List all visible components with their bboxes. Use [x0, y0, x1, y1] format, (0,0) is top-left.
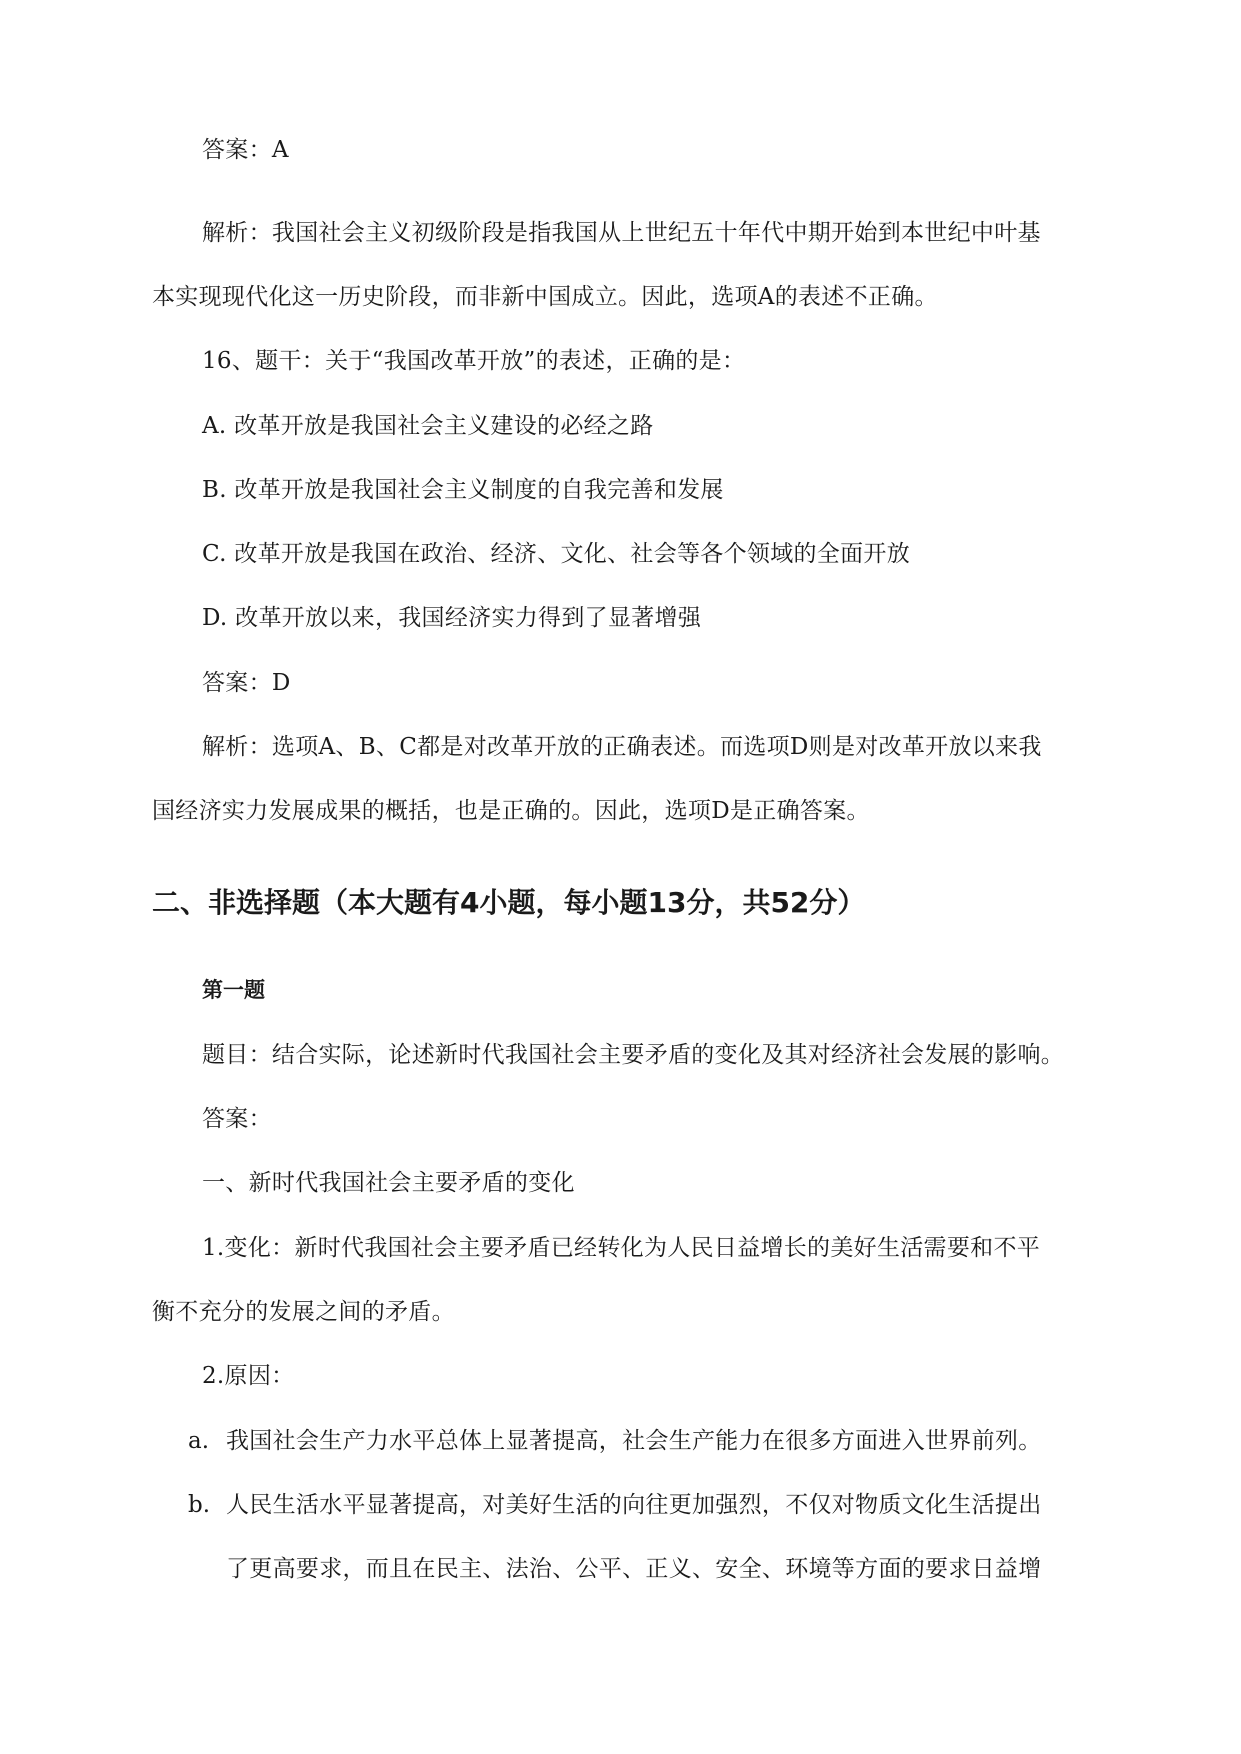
- question-16-option-a: A. 改革开放是我国社会主义建设的必经之路: [202, 413, 654, 439]
- point-2: 2.原因：: [202, 1363, 295, 1389]
- question-16-option-b: B. 改革开放是我国社会主义制度的自我完善和发展: [202, 477, 724, 503]
- previous-analysis-line-1: 解析：我国社会主义初级阶段是指我国从上世纪五十年代中期开始到本世纪中叶基: [202, 220, 1041, 246]
- answer-label: 答案：: [202, 1106, 272, 1132]
- question-16-analysis-line-1: 解析：选项A、B、C都是对改革开放的正确表述。而选项D则是对改革开放以来我: [202, 734, 1042, 760]
- answer-sub-heading: 一、新时代我国社会主要矛盾的变化: [202, 1170, 575, 1196]
- previous-answer: 答案：A: [202, 137, 289, 163]
- point-1-line-2: 衡不充分的发展之间的矛盾。: [152, 1299, 455, 1325]
- question-16-answer: 答案：D: [202, 670, 291, 696]
- reason-a-marker: a.: [188, 1428, 210, 1454]
- question-16-option-c: C. 改革开放是我国在政治、经济、文化、社会等各个领域的全面开放: [202, 541, 910, 567]
- point-1-line-1: 1.变化：新时代我国社会主要矛盾已经转化为人民日益增长的美好生活需要和不平: [202, 1235, 1041, 1261]
- section-title: 二、非选择题（本大题有4小题，每小题13分，共52分）: [152, 886, 866, 919]
- question-16-analysis-line-2: 国经济实力发展成果的概括，也是正确的。因此，选项D是正确答案。: [152, 798, 870, 824]
- reason-a: 我国社会生产力水平总体上显著提高，社会生产能力在很多方面进入世界前列。: [226, 1428, 1042, 1454]
- question-label: 第一题: [202, 978, 265, 1002]
- reason-b-line-2: 了更高要求，而且在民主、法治、公平、正义、安全、环境等方面的要求日益增: [226, 1556, 1042, 1582]
- reason-b-line-1: 人民生活水平显著提高，对美好生活的向往更加强烈，不仅对物质文化生活提出: [226, 1492, 1042, 1518]
- reason-b-marker: b.: [188, 1492, 211, 1518]
- previous-analysis-line-2: 本实现现代化这一历史阶段，而非新中国成立。因此，选项A的表述不正确。: [152, 284, 938, 310]
- question-16-stem: 16、题干：关于“我国改革开放”的表述，正确的是：: [202, 348, 746, 374]
- question-16-option-d: D. 改革开放以来，我国经济实力得到了显著增强: [202, 605, 702, 631]
- question-text: 题目：结合实际，论述新时代我国社会主要矛盾的变化及其对经济社会发展的影响。: [202, 1042, 1065, 1068]
